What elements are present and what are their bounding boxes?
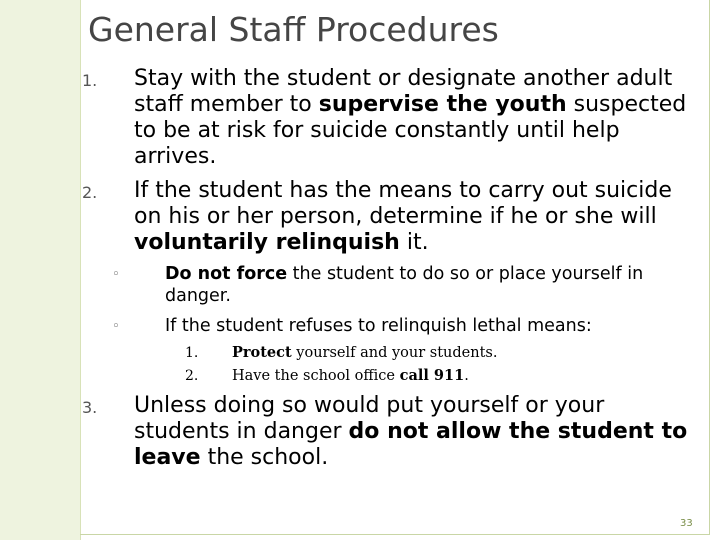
list-item-2 [82,178,697,256]
sub-sub-text-2: Have the school office call 911. [232,367,469,384]
list-text-3: Unless doing so would put yourself or your students in danger do not allow the student to leave the school. [134,393,688,470]
sub-sub-item-2 [185,366,685,386]
sub-sub-number-2: 2. [185,368,199,384]
page-number: 33 [680,518,693,529]
sub-sub-text-1: Protect yourself and your students. [232,344,498,361]
list-number-3: 3. [82,398,98,417]
list-text-2: If the student has the means to carry out suicide on his or her person, determine if he or she will voluntarily relinquish it. [134,178,672,255]
list-item-1 [82,66,697,170]
sub-text-2b: If the student refuses to relinquish lethal means: [165,316,592,336]
sub-item-2a [112,263,697,307]
sub-sub-item-1 [185,343,685,363]
sub-text-2a: Do not force the student to do so or place yourself in danger. [165,264,644,306]
list-number-2: 2. [82,183,98,202]
left-decor-bar [0,0,81,540]
bullet-icon: ◦ [112,319,120,334]
list-item-3 [82,393,697,471]
sub-sub-number-1: 1. [185,345,199,361]
list-number-1: 1. [82,71,98,90]
slide-title: General Staff Procedures [88,10,499,49]
list-text-1: Stay with the student or designate another adult staff member to supervise the youth suspected to be at risk for suicide constantly until help arrives. [134,66,687,169]
bullet-icon: ◦ [112,267,120,282]
sub-item-2b [112,315,697,337]
